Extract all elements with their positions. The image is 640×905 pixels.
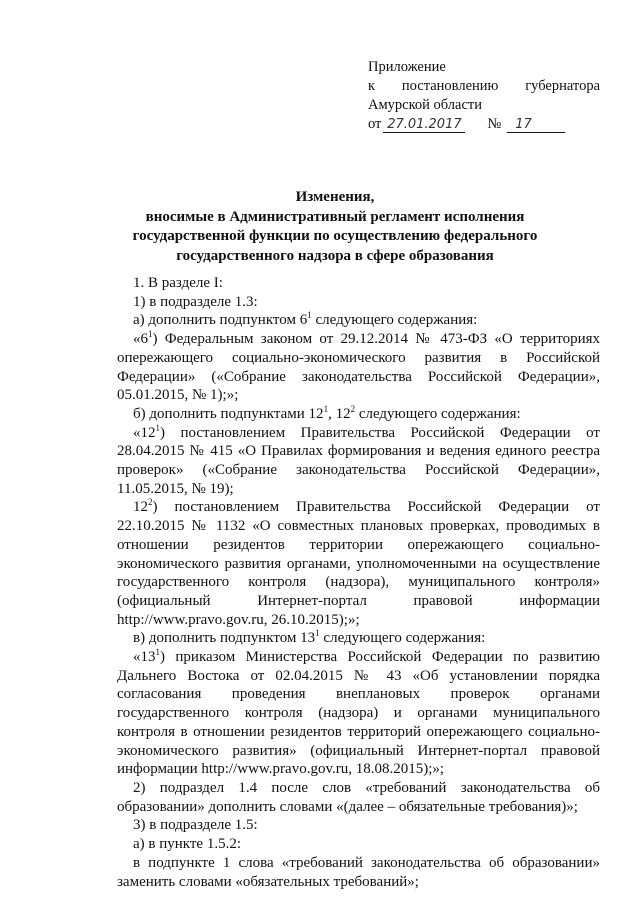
paragraph: 1) в подразделе 1.3: bbox=[133, 293, 258, 310]
appendix-region: Амурской области bbox=[368, 97, 482, 113]
paragraph: «$12^1$) постановлением Правительства Российской Федерации от 28.04.2015 № 415 «О Правилах формирования и ведения единого реестра проверок» («Собрание законодательства Российской Федерации», 11.05.2015, № 19); bbox=[117, 422, 600, 497]
document-title: Изменения, вносимые в Административный регламент исполнения государственной функции по осуществлению федерального государственного надзора в сфере образования bbox=[132, 189, 538, 264]
appendix-header bbox=[368, 58, 600, 134]
paragraph: $12^2$) постановлением Правительства Российской Федерации от 22.10.2015 № 1132 «О совместных плановых проверках, проводимых в отношении резидентов территории опережающего социально-экономического развития органами, уполномоченными на осуществление государственного контроля (надзора), муниципального контроля» (официальный Интернет-портал правовой информации http://www.pravo.gov.ru, 26.10.2015);»; bbox=[117, 497, 600, 628]
appendix-date-number: от 27.01.2017 № 17 bbox=[368, 115, 600, 134]
paragraph: б) дополнить подпунктами $12^1$, $12^2$ следующего содержания: bbox=[133, 403, 521, 422]
document-body bbox=[117, 274, 600, 891]
paragraph: 3) в подразделе 1.5: bbox=[133, 817, 258, 834]
paragraph: 2) подраздел 1.4 после слов «требований законодательства об образовании» дополнить словами «(далее – обязательные требования)»; bbox=[117, 779, 600, 815]
handwritten-number: 17 bbox=[507, 117, 565, 133]
paragraph: в) дополнить подпунктом $13^1$ следующего содержания: bbox=[133, 628, 486, 647]
paragraph: а) дополнить подпунктом $6^1$ следующего содержания: bbox=[133, 310, 478, 329]
paragraph: 1. В разделе I: bbox=[133, 275, 223, 291]
paragraph: в подпункте 1 слова «требований законодательства об образовании» заменить словами «обязательных требований»; bbox=[117, 854, 600, 890]
appendix-line-2: к постановлению губернатора bbox=[368, 78, 600, 94]
paragraph: «$13^1$) приказом Министерства Российской Федерации по развитию Дальнего Востока от 02.04.2015 № 43 «Об установлении порядка согласования проведения внеплановых проверок органами государственного контроля (надзора) и органами муниципального контроля в отношении резидентов территорий опережающего социально-экономического развития» (официальный Интернет-портал правовой информации http://www.pravo.gov.ru, 18.08.2015);»; bbox=[117, 647, 600, 778]
paragraph: а) в пункте 1.5.2: bbox=[133, 836, 242, 853]
appendix-title: Приложение bbox=[368, 59, 446, 75]
handwritten-date: 27.01.2017 bbox=[383, 117, 465, 133]
paragraph: «$6^1$) Федеральным законом от 29.12.2014 № 473-ФЗ «О территориях опережающего социально-экономического развития в Российской Федерации» («Собрание законодательства Российской Федерации», 05.01.2015, № 1);»; bbox=[117, 329, 600, 404]
